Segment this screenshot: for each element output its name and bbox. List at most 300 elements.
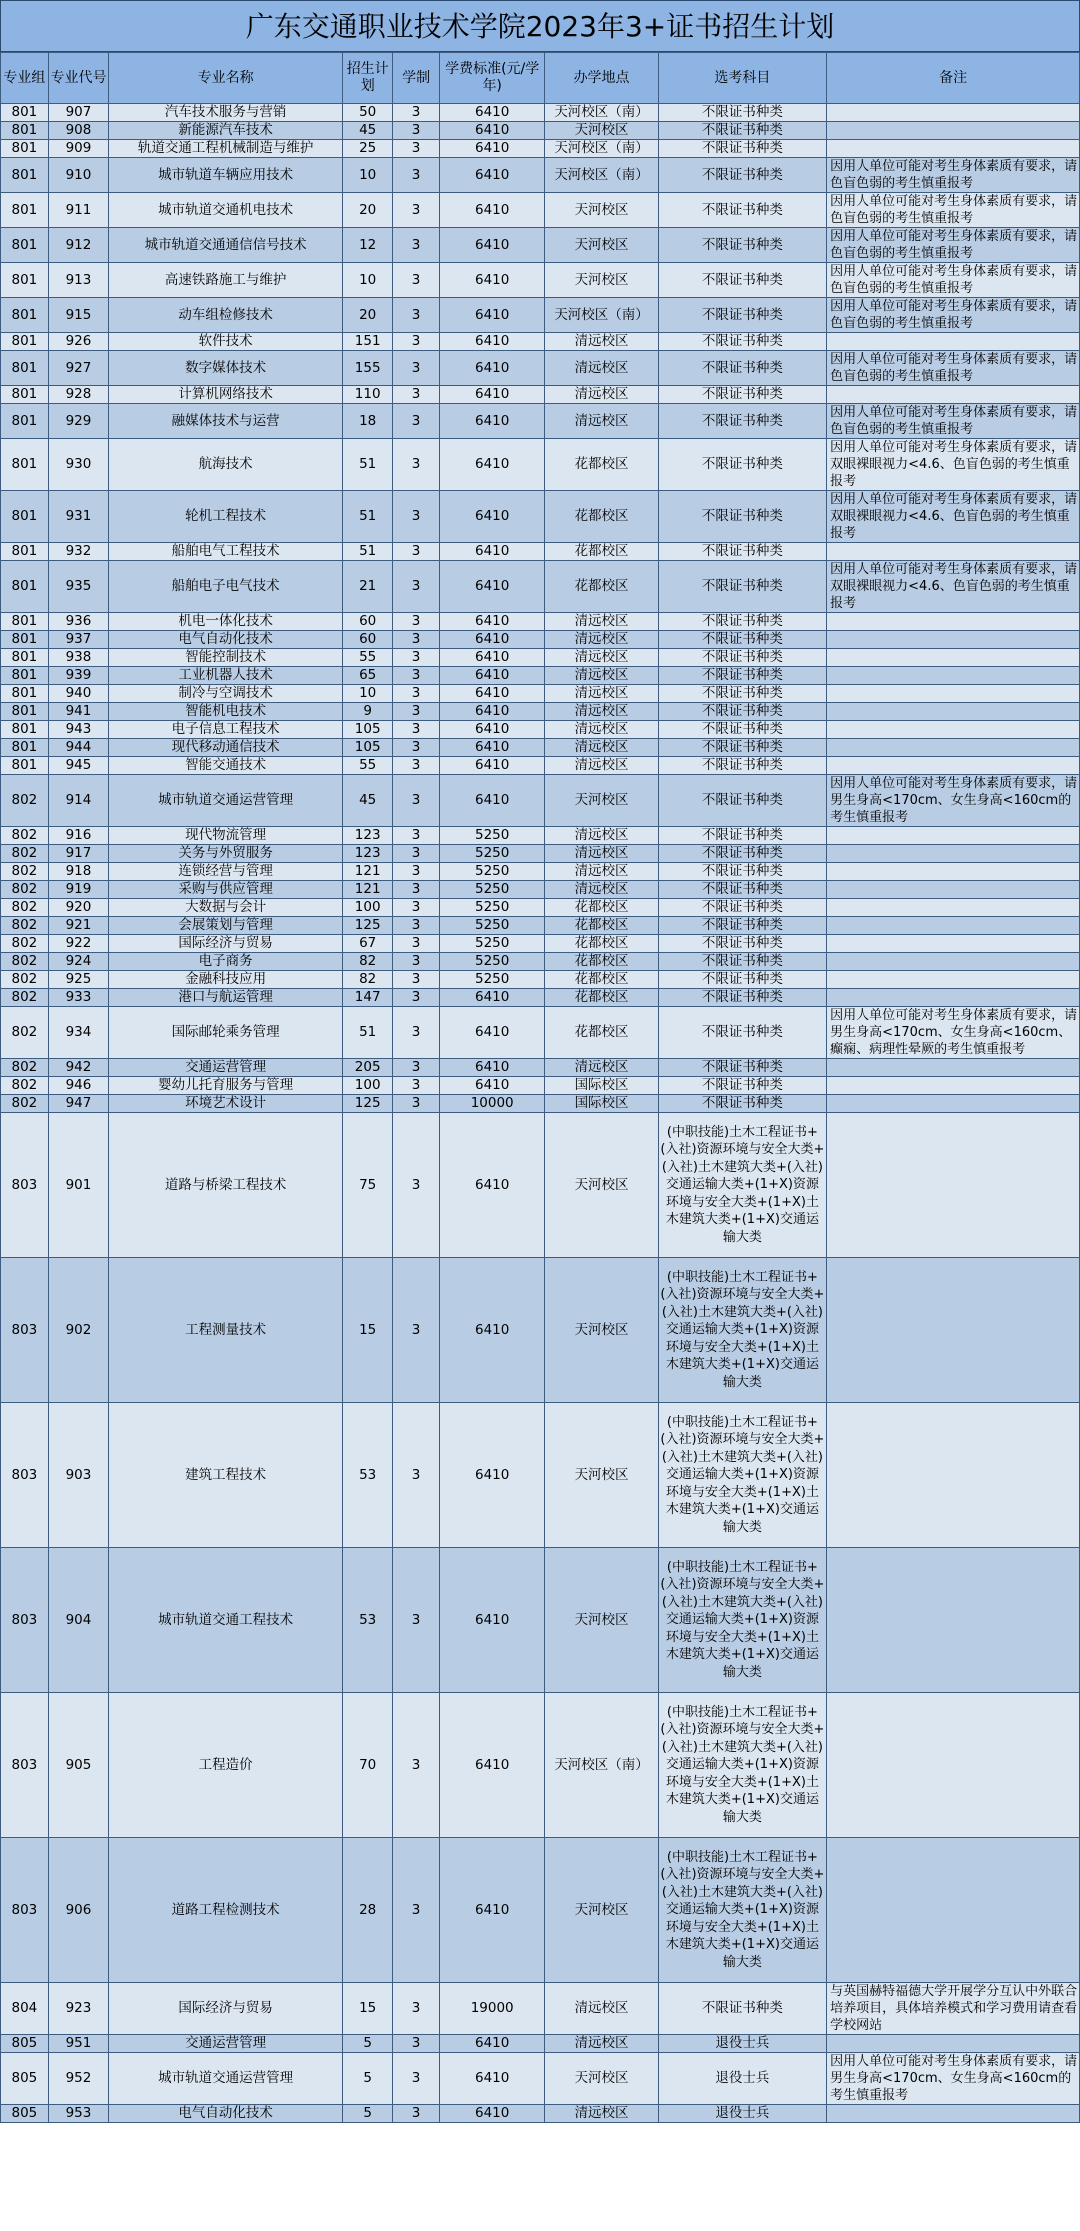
row-campus: 清远校区 (545, 1059, 658, 1077)
row-fee: 6410 (439, 2105, 545, 2123)
row-note (827, 2105, 1080, 2123)
row-subject: 不限证书种类 (658, 543, 827, 561)
row-campus: 清远校区 (545, 613, 658, 631)
table-row (1, 158, 1080, 193)
row-name: 城市轨道交通通信信号技术 (109, 228, 343, 263)
row-campus: 天河校区 (545, 1403, 658, 1548)
row-group: 801 (1, 703, 49, 721)
row-fee: 6410 (439, 775, 545, 827)
row-campus: 清远校区 (545, 721, 658, 739)
row-campus: 天河校区 (545, 193, 658, 228)
row-code: 920 (48, 899, 108, 917)
row-plan: 20 (343, 298, 393, 333)
row-subject: 不限证书种类 (658, 667, 827, 685)
row-years: 3 (393, 104, 440, 122)
row-years: 3 (393, 935, 440, 953)
row-note (827, 649, 1080, 667)
row-fee: 6410 (439, 263, 545, 298)
row-group: 805 (1, 2105, 49, 2123)
row-years: 3 (393, 1693, 440, 1838)
row-plan: 5 (343, 2105, 393, 2123)
row-note (827, 1258, 1080, 1403)
row-years: 3 (393, 1113, 440, 1258)
table-row (1, 1838, 1080, 1983)
row-subject: (中职技能)土木工程证书+(入社)资源环境与安全大类+(入社)土木建筑大类+(入社)交通运输大类+(1+X)资源环境与安全大类+(1+X)土木建筑大类+(1+X)交通运输大类 (658, 1403, 827, 1548)
row-name: 城市轨道交通工程技术 (109, 1548, 343, 1693)
row-name: 融媒体技术与运营 (109, 404, 343, 439)
row-name: 交通运营管理 (109, 2035, 343, 2053)
row-fee: 6410 (439, 104, 545, 122)
row-years: 3 (393, 863, 440, 881)
table-row (1, 543, 1080, 561)
row-code: 906 (48, 1838, 108, 1983)
row-plan: 151 (343, 333, 393, 351)
row-years: 3 (393, 613, 440, 631)
row-subject: 不限证书种类 (658, 333, 827, 351)
row-plan: 55 (343, 757, 393, 775)
row-code: 918 (48, 863, 108, 881)
row-name: 工业机器人技术 (109, 667, 343, 685)
row-plan: 155 (343, 351, 393, 386)
table-row (1, 935, 1080, 953)
row-note: 因用人单位可能对考生身体素质有要求，请色盲色弱的考生慎重报考 (827, 228, 1080, 263)
row-campus: 天河校区（南） (545, 140, 658, 158)
row-note (827, 1059, 1080, 1077)
row-years: 3 (393, 703, 440, 721)
row-fee: 5250 (439, 917, 545, 935)
row-fee: 5250 (439, 863, 545, 881)
row-note: 因用人单位可能对考生身体素质有要求，请男生身高<170cm、女生身高<160cm的考生慎重报考 (827, 2053, 1080, 2105)
row-name: 道路与桥梁工程技术 (109, 1113, 343, 1258)
row-fee: 6410 (439, 140, 545, 158)
row-subject: 不限证书种类 (658, 899, 827, 917)
row-note: 因用人单位可能对考生身体素质有要求，请双眼裸眼视力<4.6、色盲色弱的考生慎重报考 (827, 561, 1080, 613)
table-row (1, 104, 1080, 122)
row-fee: 6410 (439, 333, 545, 351)
row-note: 因用人单位可能对考生身体素质有要求，请色盲色弱的考生慎重报考 (827, 158, 1080, 193)
row-code: 943 (48, 721, 108, 739)
row-name: 电气自动化技术 (109, 2105, 343, 2123)
header-years: 学制 (393, 53, 440, 104)
row-note (827, 631, 1080, 649)
row-code: 946 (48, 1077, 108, 1095)
row-subject: 不限证书种类 (658, 1059, 827, 1077)
row-years: 3 (393, 827, 440, 845)
row-years: 3 (393, 2035, 440, 2053)
row-group: 803 (1, 1403, 49, 1548)
table-row (1, 613, 1080, 631)
row-name: 电气自动化技术 (109, 631, 343, 649)
row-code: 933 (48, 989, 108, 1007)
row-fee: 10000 (439, 1095, 545, 1113)
row-name: 城市轨道车辆应用技术 (109, 158, 343, 193)
row-group: 804 (1, 1983, 49, 2035)
row-name: 大数据与会计 (109, 899, 343, 917)
row-name: 计算机网络技术 (109, 386, 343, 404)
row-plan: 25 (343, 140, 393, 158)
row-campus: 清远校区 (545, 1983, 658, 2035)
table-row (1, 899, 1080, 917)
row-plan: 45 (343, 122, 393, 140)
row-group: 803 (1, 1258, 49, 1403)
table-row (1, 491, 1080, 543)
row-code: 915 (48, 298, 108, 333)
row-plan: 82 (343, 953, 393, 971)
row-group: 802 (1, 1077, 49, 1095)
row-subject: 不限证书种类 (658, 721, 827, 739)
row-name: 工程造价 (109, 1693, 343, 1838)
row-campus: 清远校区 (545, 757, 658, 775)
row-campus: 天河校区 (545, 1113, 658, 1258)
table-row (1, 685, 1080, 703)
row-plan: 5 (343, 2035, 393, 2053)
row-subject: 不限证书种类 (658, 404, 827, 439)
row-years: 3 (393, 631, 440, 649)
row-note (827, 386, 1080, 404)
row-note: 因用人单位可能对考生身体素质有要求，请男生身高<170cm、女生身高<160cm、癫痫、病理性晕厥的考生慎重报考 (827, 1007, 1080, 1059)
row-group: 801 (1, 104, 49, 122)
row-code: 935 (48, 561, 108, 613)
row-code: 929 (48, 404, 108, 439)
row-code: 917 (48, 845, 108, 863)
enrollment-table (0, 52, 1080, 2123)
row-group: 801 (1, 739, 49, 757)
table-row (1, 739, 1080, 757)
row-code: 910 (48, 158, 108, 193)
row-plan: 75 (343, 1113, 393, 1258)
row-group: 803 (1, 1113, 49, 1258)
row-subject: (中职技能)土木工程证书+(入社)资源环境与安全大类+(入社)土木建筑大类+(入社)交通运输大类+(1+X)资源环境与安全大类+(1+X)土木建筑大类+(1+X)交通运输大类 (658, 1548, 827, 1693)
row-group: 801 (1, 228, 49, 263)
row-campus: 花都校区 (545, 1007, 658, 1059)
row-subject: 不限证书种类 (658, 685, 827, 703)
row-plan: 10 (343, 685, 393, 703)
row-note: 因用人单位可能对考生身体素质有要求，请男生身高<170cm、女生身高<160cm的考生慎重报考 (827, 775, 1080, 827)
row-fee: 6410 (439, 613, 545, 631)
row-code: 926 (48, 333, 108, 351)
table-row (1, 827, 1080, 845)
row-plan: 67 (343, 935, 393, 953)
row-fee: 6410 (439, 298, 545, 333)
row-subject: 退役士兵 (658, 2035, 827, 2053)
row-plan: 18 (343, 404, 393, 439)
table-row (1, 1403, 1080, 1548)
row-group: 802 (1, 935, 49, 953)
row-subject: 不限证书种类 (658, 613, 827, 631)
row-group: 802 (1, 899, 49, 917)
row-group: 801 (1, 140, 49, 158)
header-subject: 选考科目 (658, 53, 827, 104)
row-group: 802 (1, 775, 49, 827)
row-plan: 10 (343, 263, 393, 298)
row-group: 801 (1, 193, 49, 228)
row-code: 919 (48, 881, 108, 899)
row-fee: 6410 (439, 703, 545, 721)
row-plan: 53 (343, 1548, 393, 1693)
row-code: 912 (48, 228, 108, 263)
row-group: 805 (1, 2035, 49, 2053)
row-code: 951 (48, 2035, 108, 2053)
row-fee: 6410 (439, 1007, 545, 1059)
row-group: 801 (1, 263, 49, 298)
row-plan: 60 (343, 631, 393, 649)
row-code: 947 (48, 1095, 108, 1113)
row-code: 923 (48, 1983, 108, 2035)
row-name: 现代物流管理 (109, 827, 343, 845)
row-note (827, 140, 1080, 158)
row-fee: 6410 (439, 491, 545, 543)
row-plan: 5 (343, 2053, 393, 2105)
row-name: 轨道交通工程机械制造与维护 (109, 140, 343, 158)
header-campus: 办学地点 (545, 53, 658, 104)
row-group: 801 (1, 333, 49, 351)
row-campus: 清远校区 (545, 703, 658, 721)
row-plan: 205 (343, 1059, 393, 1077)
row-plan: 55 (343, 649, 393, 667)
row-note (827, 104, 1080, 122)
row-plan: 123 (343, 845, 393, 863)
row-code: 902 (48, 1258, 108, 1403)
table-row (1, 1113, 1080, 1258)
row-note (827, 989, 1080, 1007)
row-campus: 天河校区 (545, 2053, 658, 2105)
row-fee: 6410 (439, 1113, 545, 1258)
table-row (1, 631, 1080, 649)
row-plan: 50 (343, 104, 393, 122)
row-note (827, 703, 1080, 721)
row-plan: 9 (343, 703, 393, 721)
row-subject: 不限证书种类 (658, 971, 827, 989)
row-name: 国际经济与贸易 (109, 1983, 343, 2035)
row-plan: 10 (343, 158, 393, 193)
row-years: 3 (393, 193, 440, 228)
row-subject: (中职技能)土木工程证书+(入社)资源环境与安全大类+(入社)土木建筑大类+(入社)交通运输大类+(1+X)资源环境与安全大类+(1+X)土木建筑大类+(1+X)交通运输大类 (658, 1838, 827, 1983)
table-row (1, 1258, 1080, 1403)
row-years: 3 (393, 351, 440, 386)
row-campus: 清远校区 (545, 649, 658, 667)
row-plan: 51 (343, 1007, 393, 1059)
row-code: 921 (48, 917, 108, 935)
row-code: 934 (48, 1007, 108, 1059)
row-note (827, 845, 1080, 863)
row-campus: 花都校区 (545, 439, 658, 491)
row-group: 802 (1, 953, 49, 971)
row-campus: 天河校区 (545, 122, 658, 140)
row-note (827, 543, 1080, 561)
row-years: 3 (393, 439, 440, 491)
row-code: 911 (48, 193, 108, 228)
row-years: 3 (393, 561, 440, 613)
row-note (827, 333, 1080, 351)
row-fee: 6410 (439, 122, 545, 140)
row-campus: 花都校区 (545, 971, 658, 989)
row-campus: 清远校区 (545, 386, 658, 404)
row-campus: 清远校区 (545, 827, 658, 845)
row-years: 3 (393, 404, 440, 439)
row-years: 3 (393, 122, 440, 140)
row-note (827, 881, 1080, 899)
row-note (827, 122, 1080, 140)
row-group: 803 (1, 1838, 49, 1983)
row-group: 801 (1, 649, 49, 667)
row-subject: 不限证书种类 (658, 1983, 827, 2035)
row-code: 938 (48, 649, 108, 667)
row-code: 953 (48, 2105, 108, 2123)
row-code: 937 (48, 631, 108, 649)
row-campus: 清远校区 (545, 631, 658, 649)
row-campus: 天河校区 (545, 1548, 658, 1693)
row-plan: 100 (343, 1077, 393, 1095)
row-group: 801 (1, 404, 49, 439)
table-row (1, 561, 1080, 613)
row-years: 3 (393, 1007, 440, 1059)
header-row (1, 53, 1080, 104)
row-years: 3 (393, 775, 440, 827)
row-name: 机电一体化技术 (109, 613, 343, 631)
row-campus: 清远校区 (545, 667, 658, 685)
row-name: 高速铁路施工与维护 (109, 263, 343, 298)
row-fee: 6410 (439, 1258, 545, 1403)
row-fee: 5250 (439, 953, 545, 971)
table-row (1, 1548, 1080, 1693)
row-name: 电子信息工程技术 (109, 721, 343, 739)
row-name: 城市轨道交通运营管理 (109, 775, 343, 827)
row-subject: 不限证书种类 (658, 1077, 827, 1095)
row-fee: 6410 (439, 739, 545, 757)
row-years: 3 (393, 953, 440, 971)
row-fee: 6410 (439, 158, 545, 193)
row-subject: 不限证书种类 (658, 917, 827, 935)
row-campus: 花都校区 (545, 953, 658, 971)
row-plan: 53 (343, 1403, 393, 1548)
table-row (1, 140, 1080, 158)
row-note (827, 739, 1080, 757)
row-plan: 82 (343, 971, 393, 989)
row-years: 3 (393, 333, 440, 351)
table-row (1, 1059, 1080, 1077)
table-row (1, 298, 1080, 333)
row-fee: 6410 (439, 1693, 545, 1838)
row-plan: 65 (343, 667, 393, 685)
row-subject: 不限证书种类 (658, 193, 827, 228)
row-note (827, 667, 1080, 685)
row-subject: 不限证书种类 (658, 739, 827, 757)
row-group: 802 (1, 827, 49, 845)
row-name: 港口与航运管理 (109, 989, 343, 1007)
table-row (1, 1693, 1080, 1838)
row-campus: 国际校区 (545, 1077, 658, 1095)
row-years: 3 (393, 739, 440, 757)
row-code: 916 (48, 827, 108, 845)
table-row (1, 721, 1080, 739)
row-subject: 退役士兵 (658, 2105, 827, 2123)
row-fee: 6410 (439, 2035, 545, 2053)
row-group: 802 (1, 989, 49, 1007)
row-campus: 天河校区 (545, 263, 658, 298)
row-years: 3 (393, 649, 440, 667)
row-plan: 15 (343, 1258, 393, 1403)
row-years: 3 (393, 917, 440, 935)
table-row (1, 757, 1080, 775)
row-note (827, 917, 1080, 935)
row-plan: 51 (343, 491, 393, 543)
row-plan: 70 (343, 1693, 393, 1838)
row-years: 3 (393, 140, 440, 158)
row-note: 因用人单位可能对考生身体素质有要求，请双眼裸眼视力<4.6、色盲色弱的考生慎重报考 (827, 439, 1080, 491)
row-campus: 天河校区 (545, 228, 658, 263)
row-code: 931 (48, 491, 108, 543)
row-subject: 不限证书种类 (658, 935, 827, 953)
row-campus: 清远校区 (545, 863, 658, 881)
row-name: 会展策划与管理 (109, 917, 343, 935)
row-note (827, 935, 1080, 953)
row-years: 3 (393, 1403, 440, 1548)
row-group: 801 (1, 721, 49, 739)
row-group: 802 (1, 1007, 49, 1059)
row-subject: 不限证书种类 (658, 228, 827, 263)
row-plan: 110 (343, 386, 393, 404)
row-name: 船舶电子电气技术 (109, 561, 343, 613)
row-group: 801 (1, 757, 49, 775)
row-group: 801 (1, 543, 49, 561)
row-fee: 6410 (439, 1077, 545, 1095)
row-name: 智能控制技术 (109, 649, 343, 667)
row-name: 轮机工程技术 (109, 491, 343, 543)
row-note: 因用人单位可能对考生身体素质有要求，请色盲色弱的考生慎重报考 (827, 193, 1080, 228)
row-subject: 不限证书种类 (658, 631, 827, 649)
row-fee: 6410 (439, 561, 545, 613)
row-name: 连锁经营与管理 (109, 863, 343, 881)
row-subject: 不限证书种类 (658, 863, 827, 881)
table-row (1, 333, 1080, 351)
row-note (827, 2035, 1080, 2053)
row-subject: 不限证书种类 (658, 775, 827, 827)
table-row (1, 775, 1080, 827)
row-code: 908 (48, 122, 108, 140)
row-name: 电子商务 (109, 953, 343, 971)
row-note (827, 613, 1080, 631)
row-code: 922 (48, 935, 108, 953)
row-campus: 天河校区（南） (545, 158, 658, 193)
row-code: 940 (48, 685, 108, 703)
row-years: 3 (393, 386, 440, 404)
header-fee: 学费标准(元/学年) (439, 53, 545, 104)
row-plan: 123 (343, 827, 393, 845)
row-years: 3 (393, 881, 440, 899)
row-campus: 花都校区 (545, 989, 658, 1007)
row-years: 3 (393, 2105, 440, 2123)
row-plan: 125 (343, 1095, 393, 1113)
row-group: 802 (1, 1095, 49, 1113)
table-row (1, 228, 1080, 263)
table-row (1, 1007, 1080, 1059)
row-note (827, 971, 1080, 989)
row-code: 942 (48, 1059, 108, 1077)
row-plan: 51 (343, 439, 393, 491)
row-years: 3 (393, 491, 440, 543)
row-subject: 不限证书种类 (658, 158, 827, 193)
row-name: 建筑工程技术 (109, 1403, 343, 1548)
row-code: 928 (48, 386, 108, 404)
row-note (827, 1548, 1080, 1693)
row-fee: 6410 (439, 989, 545, 1007)
row-fee: 6410 (439, 685, 545, 703)
row-subject: 不限证书种类 (658, 827, 827, 845)
row-group: 802 (1, 845, 49, 863)
row-note (827, 1113, 1080, 1258)
table-row (1, 386, 1080, 404)
row-subject: 不限证书种类 (658, 953, 827, 971)
